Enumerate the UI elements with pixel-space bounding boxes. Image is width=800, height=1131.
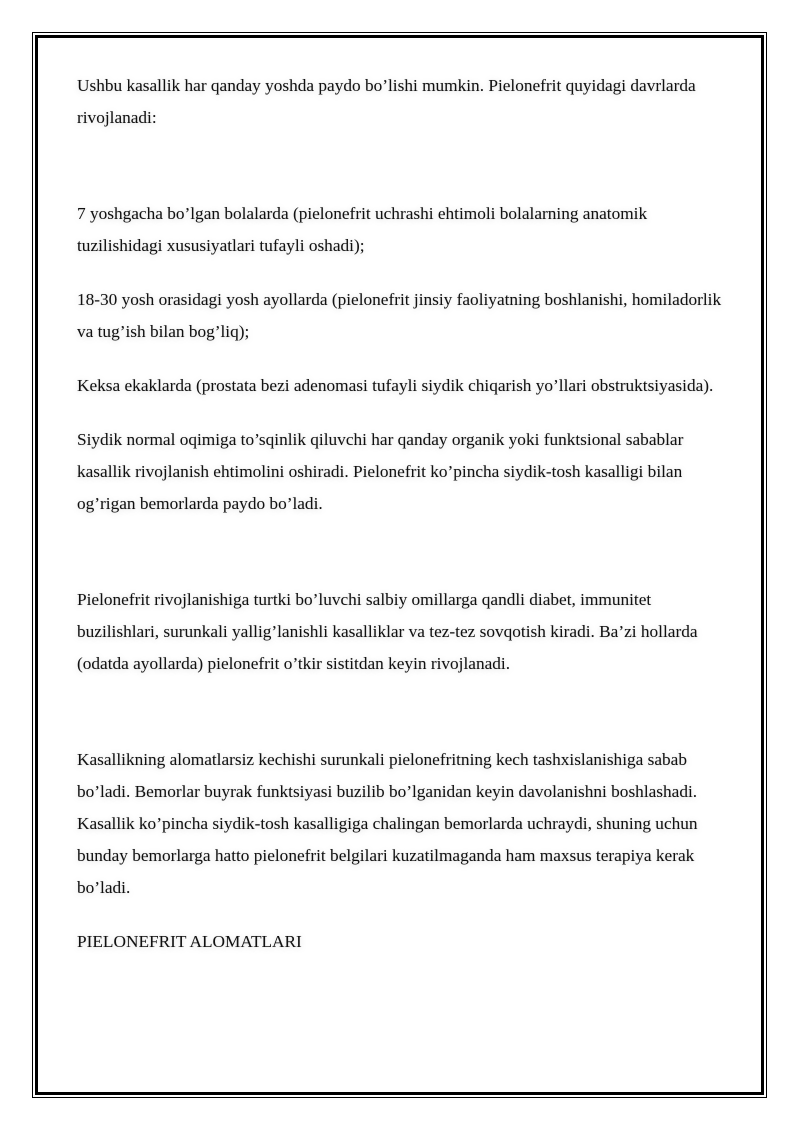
young-women-paragraph: 18-30 yosh orasidagi yosh ayollarda (pielonefrit jinsiy faoliyatning boshlanishi, homiladorlik va tug’ish bilan bog’liq); bbox=[77, 290, 722, 341]
elderly-men-paragraph: Keksa ekaklarda (prostata bezi adenomasi tufayli siydik chiqarish yo’llari obstruktsiyasida). bbox=[77, 376, 714, 395]
children-paragraph: 7 yoshgacha bo’lgan bolalarda (pielonefrit uchrashi ehtimoli bolalarning anatomik tuzilishidagi xususiyatlari tufayli oshadi); bbox=[77, 204, 648, 255]
document-body bbox=[77, 70, 727, 958]
causes-paragraph: Siydik normal oqimiga to’sqinlik qiluvchi har qanday organik yoki funktsional sabablar kasallik rivojlanish ehtimolini oshiradi. Pielonefrit ko’pincha siydik-tosh kasalligi bilan og’rigan bemorlarda paydo bo’ladi. bbox=[77, 430, 684, 513]
risk-factors-paragraph: Pielonefrit rivojlanishiga turtki bo’luvchi salbiy omillarga qandli diabet, immunitet buzilishlari, surunkali yallig’lanishli kasalliklar va tez-tez sovqotish kiradi. Ba’zi hollarda (odatda ayollarda) pielonefrit o’tkir sistitdan keyin rivojlanadi. bbox=[77, 590, 698, 673]
chronic-course-paragraph: Kasallikning alomatlarsiz kechishi surunkali pielonefritning kech tashxislanishiga sabab bo’ladi. Bemorlar buyrak funktsiyasi buzilib bo’lganidan keyin davolanishni boshlashadi. Kasallik ko’pincha siydik-tosh kasalligiga chalingan bemorlarda uchraydi, shuning uchun bunday bemorlarga hatto pielonefrit belgilari kuzatilmaganda ham maxsus terapiya kerak bo’ladi. bbox=[77, 750, 698, 897]
section-heading: PIELONEFRIT ALOMATLARI bbox=[77, 932, 302, 951]
intro-paragraph: Ushbu kasallik har qanday yoshda paydo bo’lishi mumkin. Pielonefrit quyidagi davrlarda rivojlanadi: bbox=[77, 76, 696, 127]
